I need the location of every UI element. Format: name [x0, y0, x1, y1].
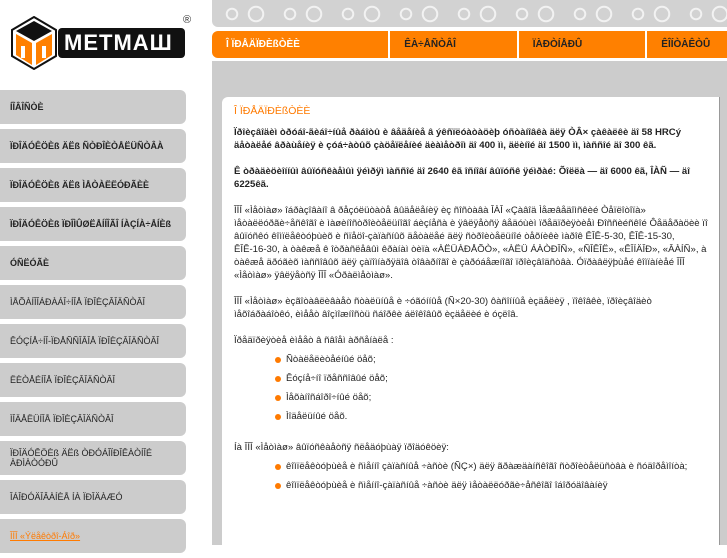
production-paragraph: Ê òðàäèöèîííûì âûïóñêàåìûì ÿéìðÿì ìàññîé äî 2640 êã îñíîâí âûïóñê ÿéìðàé: Õîëëà — äî 6000 êã, ÎÀÑ — äî 6225êã. [234, 166, 690, 190]
sidebar-item-electro-bor[interactable] [0, 519, 186, 553]
sidebar-item-label: ÏÐÎÄÓÊÖÈß ÄËß ÒÐÓÁÎÏÐÎÊÀÒÍÎÉ ÀÐÌÀÒÓÐÛ [10, 448, 153, 468]
tab-quality[interactable]: ÊÀ÷ÅÑÒÂÎ [390, 31, 517, 58]
sidebar-item-label: ÎÁÎÐÓÄÎÂÀÍÈÅ ÍÀ ÏÐÎÄÀÆÓ [10, 492, 123, 502]
sidebar-item-forging[interactable] [0, 324, 186, 358]
sidebar-item-equipment-sale[interactable] [0, 480, 186, 514]
sidebar-item-label: ÍÎÂÎÑÒÈ [10, 102, 44, 112]
sidebar-item-label: ÎÎÎ «Ýëåêòðî-Áîð» [10, 531, 81, 541]
sidebar-item-label: ÌÅÕÀÍÎÎÁÐÀÁÎ÷ÍÎÅ ÏÐÎÈÇÂÎÄÑÒÂÎ [10, 297, 145, 307]
list-item: êîìïëåêòóþùèå è ñìåííî-çàïàñíûå ÷àñòè äëÿ ìåòàëëóðãè÷åñêîãî îáîðóäîâàíèÿ [286, 479, 709, 492]
sidebar-item-label: ÏÐÎÄÓÊÖÈß ÄËß ÌÅÒÀËËÓÐÃÈÈ [10, 180, 150, 190]
sidebar-item-construction-products[interactable] [0, 129, 186, 163]
products-list [234, 460, 709, 492]
sidebar-item-news[interactable] [0, 90, 186, 124]
tab-contacts[interactable]: ÊÎÍÒÀÊÒÛ [647, 31, 727, 58]
intro-paragraph: Ïðîèçâîäèì òðóáî-ãèáî÷íûå ðàáîòû è âåäåíèå â ýêñïëóàòàöèþ óñòàíîâêà äëÿ ÒÂ× çàêàëêè äî 58 HRCý äåòàëåé âðàùåíèÿ è çóá÷àòûõ çàöåïëåíèé äèàìåòðîì äî 400 ìì, äëèíîé äî 1500 ìì, ìàññîé äî 300 êã. [234, 127, 682, 151]
sidebar [0, 90, 186, 558]
logo-wordmark: МЕТМАШ [58, 28, 185, 58]
sidebar-item-label: ËÈÒÅÉÍÎÅ ÏÐÎÈÇÂÎÄÑÒÂÎ [10, 375, 116, 385]
sidebar-item-services[interactable] [0, 246, 186, 280]
list-item: Ìîäåëüíûé öåõ. [286, 410, 709, 423]
sidebar-item-pipe-fittings[interactable] [0, 441, 186, 475]
sidebar-item-label: ÏÐÎÄÓÊÖÈß ÄËß ÑÒÐÎÈÒÅËÜÑÒÂÀ [10, 141, 164, 151]
sidebar-item-label: ÓÑËÓÃÈ [10, 258, 50, 268]
sidebar-item-industrial-products[interactable] [0, 207, 186, 241]
list-item: Ñòàëåëèòåéíûé öåõ; [286, 353, 709, 366]
top-navigation [212, 31, 727, 58]
company-logo[interactable] [0, 0, 212, 85]
logo-hexagon-icon [11, 16, 57, 70]
sidebar-item-modeling[interactable] [0, 402, 186, 436]
sidebar-item-machining[interactable] [0, 285, 186, 319]
sidebar-item-label: ÏÐÎÄÓÊÖÈß ÏÐÎÌÛØËÅÍÍÎÃÎ ÍÀÇÍÀ÷ÅÍÈß [10, 219, 171, 229]
registered-mark: ® [183, 14, 192, 26]
workshops-intro: Ïðåäïðèÿòèå èìååò â ñâîåì àðñåíàëå : [234, 335, 394, 346]
tab-partners[interactable]: ÏÀÐÒÍÅÐÛ [519, 31, 646, 58]
tab-about[interactable]: Î ÏÐÅÄÏÐÈßÒÈÈ [212, 31, 388, 58]
products-intro: Íà ÎÎÎ «Ìåòìàø» âûïóñêàåòñÿ ñëåäóþùàÿ ïðîäóêöèÿ: [234, 442, 449, 453]
list-item: Ìåõàíîñáîðî÷íûé öåõ; [286, 391, 709, 404]
workshops-list [234, 353, 709, 423]
header-decorative-pattern [212, 0, 727, 27]
sidebar-item-label: ÌÎÄÅËÜÍÎÅ ÏÐÎÈÇÂÎÄÑÒÂÎ [10, 414, 114, 424]
list-item: êîìïëåêòóþùèå è ñìåííî çàïàñíûå ÷àñòè (ÑÇ×) äëÿ ãðàæäàíñêîãî ñòðîèòåëüñòâà è ñóäîðåìîíòà; [286, 460, 709, 473]
sidebar-item-metallurgy-products[interactable] [0, 168, 186, 202]
sidebar-item-label: ÊÓÇÍÅ÷ÍÎ-ÏÐÅÑÑÎÂÎÅ ÏÐÎÈÇÂÎÄÑÒÂÎ [10, 336, 159, 346]
page-title: Î ÏÐÅÄÏÐÈßÒÈÈ [234, 105, 311, 117]
capabilities-paragraph: ÎÎÎ «Ìåòìàø» èçãîòàâëèâàåò ñòàëüíûå è ÷óãóííûå (Ñ×20-30) ôàñîííûå èçäåëèÿ , ïîêîâêè, ïðîèçâîäèò ìåõîáðàáîòêó, èìååò âîçìîæíîñòü ñáîðêè áëîêîâûõ èçäåëèé è óçëîâ. [234, 296, 652, 320]
sidebar-item-casting[interactable] [0, 363, 186, 397]
header-gray-bar [212, 61, 727, 89]
history-paragraph: ÎÎÎ «Ìåòìàø» îáðàçîâàíî â ðåçóëüòàòå âûäåëåíèÿ èç ñîñòàâà ÎÀÎ «Çàâîä Ìåæâåäîìñêèé Òåïëîòîïà» ìåòàëëóðãè÷åñêîãî è ìàøèíîñòðîèòåëüíîãî áèçíåñà è ÿâëÿåòñÿ âåäóùèì ïðåäïðèÿòèåì Ðîññèéñêîé Ôåäåðàöèè ïî âûïóñêó êîìïëåêòóþùèõ è ñïåöî-çàïàñíûõ äåòàëåé äëÿ ñòðîèòåëüíîé òåõíèêè ìàðîê ÊÎÊ-5-30, ÊÎÊ-15-30, ÊÎÊ-16-30, à òàêæå ê îòðàñëåâûì êðàíàì òèïà «ÀËÜÀÐÅÕÒ», «ÀËÜ ÁÀÒÐÎÑ», «ÑÎÊÎË», «ÊÎÍÄÎÐ», «ÂÀÍÑ», à òàêæå äðóãèõ ìàññîâûõ äëÿ çàïîìíàðÿäîâ òîâàðíîãî è çàðóáåæíîãî ïðîèçâîäñòâà. Óïðàâëÿþùåé êîìïàíèåé ÎÎÎ «Ìåòìàø» ÿâëÿåòñÿ ÎÎÎ «Óðàëìåòìàø». [234, 205, 708, 281]
content-panel [222, 97, 720, 545]
list-item: Êóçíå÷íî ïðåññîâûé öåõ; [286, 372, 709, 385]
